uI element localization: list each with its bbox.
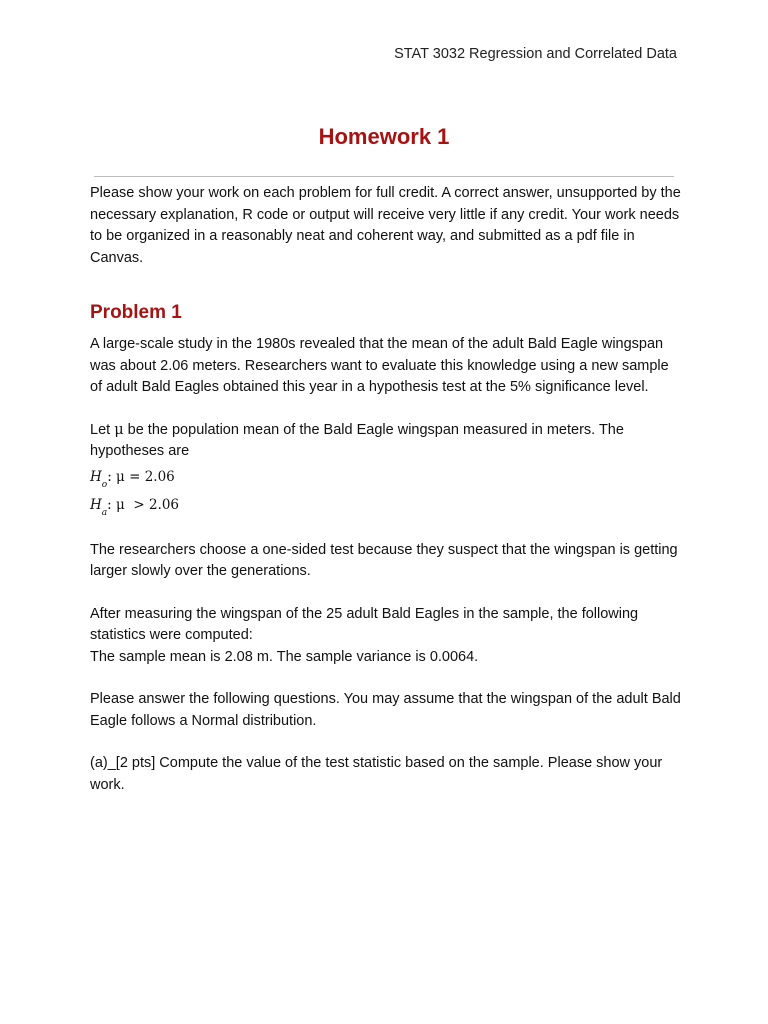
para2-suffix: be the population mean of the Bald Eagle wingspan measured in meters. The hypotheses are [90,421,624,459]
problem-1-paragraph-1: A large-scale study in the 1980s revealed that the mean of the adult Bald Eagle wingspan was about 2.06 meters. Researchers want to evaluate this knowledge using a new sample of adult Bald Eagles obtained this year in a hypothesis test at the 5% significance level. [90,336,669,395]
intro-paragraph: Please show your work on each problem for full credit. A correct answer, unsupported by the necessary explanation, R code or output will receive very little if any credit. Your work needs to be organized in a reasonably neat and coherent way, and submitted as a pdf file in Canvas. [90,185,681,266]
homework-title: Homework 1 [318,124,450,149]
h0-letter: H [90,468,102,485]
problem-1-paragraph-4: After measuring the wingspan of the 25 adult Bald Eagles in the sample, the following statistics were computed: [90,605,639,643]
problem-1-part-a: (a)_[2 pts] Compute the value of the test statistic based on the sample. Please show your work. [90,755,663,793]
problem-1-paragraph-5: The sample mean is 2.08 m. The sample variance is 0.0064. [90,648,479,665]
problem-1-heading: Problem 1 [90,302,182,323]
document-body [90,183,682,796]
title-divider [94,176,674,177]
ha-expression: : μ > 2.06 [107,496,180,513]
ha-letter: H [90,496,102,513]
problem-1-paragraph-2 [90,420,682,463]
para2-prefix: Let [90,421,115,438]
problem-1-paragraph-3: The researchers choose a one-sided test because they suspect that the wingspan is getting larger slowly over the generations. [90,541,678,579]
course-header: STAT 3032 Regression and Correlated Data [394,46,677,62]
alternative-hypothesis [90,491,682,519]
ha-subscript: a [101,507,108,518]
h0-subscript: o [101,479,108,490]
mu-symbol: μ [114,421,124,438]
null-hypothesis [90,463,682,491]
problem-1-paragraph-6: Please answer the following questions. You may assume that the wingspan of the adult Bald Eagle follows a Normal distribution. [90,691,681,729]
h0-expression: : μ = 2.06 [107,468,175,485]
